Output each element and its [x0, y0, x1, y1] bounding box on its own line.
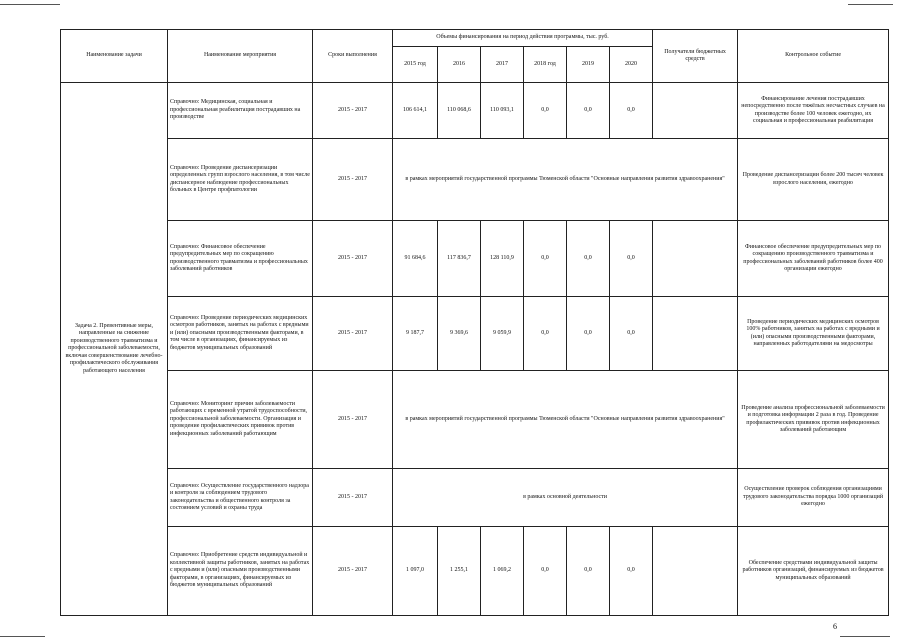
value-cell: 0,0 [567, 527, 610, 616]
event-cell: Осуществление проверок соблюдения организациями трудового законодательства порядка 1000 организаций ежегодно [738, 469, 889, 527]
event-cell: Финансирование лечения пострадавших непосредственно после тяжёлых несчастных случаев на производстве более 100 человек ежегодно, их социальная и профессиональная реабилитация [738, 83, 889, 139]
term-cell: 2015 - 2017 [313, 139, 393, 221]
activity-cell: Справочно: Медицинская, социальная и профессиональная реабилитация пострадавших на производстве [168, 83, 313, 139]
header-year-2015: 2015 год [393, 47, 438, 83]
header-year-2020: 2020 [610, 47, 653, 83]
event-cell: Проведение анализа профессиональной заболеваемости и подготовка информации 2 раза в год. Проведение профилактических прививок против инфекционных заболеваний работающим [738, 371, 889, 469]
activity-cell: Справочно: Приобретение средств индивидуальной и коллективной защиты работников, занятых на работах с вредными и (или) опасными производственными факторами, в организациях, финансируемых из бюджетов муниципальных образований [168, 527, 313, 616]
scan-mark-bottom-left [0, 636, 45, 637]
header-activity: Наименование мероприятия [168, 30, 313, 83]
term-cell: 2015 - 2017 [313, 83, 393, 139]
value-cell: 0,0 [610, 221, 653, 297]
value-cell: 9 369,6 [438, 297, 481, 371]
value-cell: 0,0 [524, 527, 567, 616]
recipients-cell [653, 83, 738, 139]
funding-note-cell: в рамках мероприятий государственной программы Тюменской области "Основные направления развития здравоохранения" [393, 139, 738, 221]
value-cell: 1 097,0 [393, 527, 438, 616]
table-row [61, 469, 889, 527]
funding-note-cell: в рамках мероприятий государственной программы Тюменской области "Основные направления развития здравоохранения" [393, 371, 738, 469]
scan-mark-top-left [0, 4, 60, 5]
table-row [61, 221, 889, 297]
recipients-cell [653, 297, 738, 371]
activity-cell: Справочно: Проведение периодических медицинских осмотров работников, занятых на работах с вредными и (или) опасными производственными факторами, в том числе в организациях, финансируемых из бюджетов муниципальных образований [168, 297, 313, 371]
value-cell: 0,0 [610, 527, 653, 616]
value-cell: 110 093,1 [481, 83, 524, 139]
term-cell: 2015 - 2017 [313, 469, 393, 527]
recipients-cell [653, 221, 738, 297]
value-cell: 1 069,2 [481, 527, 524, 616]
value-cell: 0,0 [524, 297, 567, 371]
recipients-cell [653, 527, 738, 616]
header-event: Контрольное событие [738, 30, 889, 83]
activity-cell: Справочно: Мониторинг причин заболеваемости работающих с временной утратой трудоспособности, профессиональной заболеваемости. Организация и проведение профилактических прививок против инфекционных заболеваний работающим [168, 371, 313, 469]
value-cell: 1 255,1 [438, 527, 481, 616]
header-terms: Сроки выполнения [313, 30, 393, 83]
header-year-2018: 2018 год [524, 47, 567, 83]
value-cell: 0,0 [567, 221, 610, 297]
value-cell: 0,0 [610, 83, 653, 139]
table-row [61, 83, 889, 139]
value-cell: 9 059,9 [481, 297, 524, 371]
activity-cell: Справочно: Финансовое обеспечение предупредительных мер по сокращению производственного травматизма и профессиональных заболеваний работников [168, 221, 313, 297]
term-cell: 2015 - 2017 [313, 527, 393, 616]
table-row [61, 371, 889, 469]
value-cell: 9 187,7 [393, 297, 438, 371]
value-cell: 110 068,6 [438, 83, 481, 139]
activity-cell: Справочно: Осуществление государственного надзора и контроля за соблюдением трудового законодательства и общественного контроля за состоянием условий и охраны труда [168, 469, 313, 527]
value-cell: 0,0 [567, 297, 610, 371]
value-cell: 117 836,7 [438, 221, 481, 297]
value-cell: 0,0 [524, 83, 567, 139]
scan-mark-bottom-right [840, 636, 890, 637]
term-cell: 2015 - 2017 [313, 297, 393, 371]
value-cell: 106 614,1 [393, 83, 438, 139]
value-cell: 0,0 [567, 83, 610, 139]
event-cell: Обеспечение средствами индивидуальной защиты работников организаций, финансируемых из бюджетов муниципальных образований [738, 527, 889, 616]
program-table [60, 29, 889, 616]
value-cell: 128 110,9 [481, 221, 524, 297]
header-task: Наименование задачи [61, 30, 168, 83]
value-cell: 91 684,6 [393, 221, 438, 297]
event-cell: Проведение диспансеризации более 200 тысяч человек взрослого населения, ежегодно [738, 139, 889, 221]
event-cell: Финансовое обеспечение предупредительных мер по сокращению производственного травматизма и профессиональных заболеваний работников более 400 организации ежегодно [738, 221, 889, 297]
table-row [61, 139, 889, 221]
table-row [61, 527, 889, 616]
header-recipients: Получатели бюджетных средств [653, 30, 738, 83]
funding-note-cell: в рамках основной деятельности [393, 469, 738, 527]
header-year-2017: 2017 [481, 47, 524, 83]
term-cell: 2015 - 2017 [313, 371, 393, 469]
value-cell: 0,0 [610, 297, 653, 371]
table-row [61, 297, 889, 371]
activity-cell: Справочно: Проведение диспансеризации определенных групп взрослого населения, в том числе диспансерное наблюдение профессиональных больных в Центре профпатологии [168, 139, 313, 221]
term-cell: 2015 - 2017 [313, 221, 393, 297]
value-cell: 0,0 [524, 221, 567, 297]
header-year-2019: 2019 [567, 47, 610, 83]
header-year-2016: 2016 [438, 47, 481, 83]
task-cell: Задача 2. Превентивные меры, направленные на снижение производственного травматизма и профессиональной заболеваемости, включая совершенствование лечебно-профилактического обслуживания работающего населения [61, 83, 168, 616]
event-cell: Проведение периодических медицинских осмотров 100% работников, занятых на работах с вредными и (или) опасными производственными факторами, направленных работодателями на медосмотры [738, 297, 889, 371]
page-number: 6 [833, 622, 837, 631]
header-funding: Объемы финансирования на период действия программы, тыс. руб. [393, 30, 653, 47]
scan-mark-top-right [848, 4, 893, 5]
